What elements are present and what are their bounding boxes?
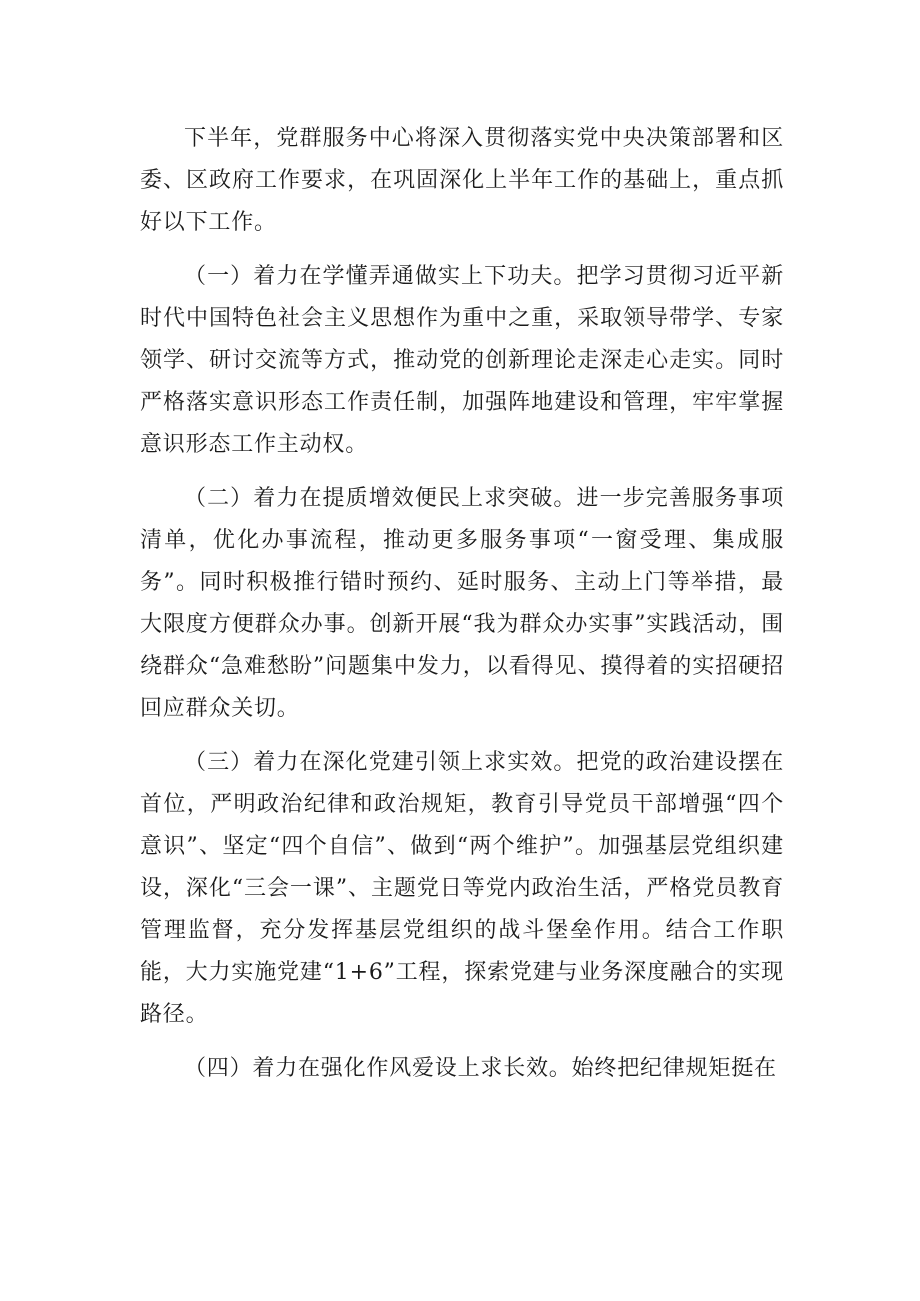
document-body bbox=[140, 118, 784, 1102]
section-three-paragraph: （三）着力在深化党建引领上求实效。把党的政治建设摆在首位，严明政治纪律和政治规矩，教育引导党员干部增强“四个意识”、坚定“四个自信”、做到“两个维护”。加强基层党组织建设，深化“三会一课”、主题党日等党内政治生活，严格党员教育管理监督，充分发挥基层党组织的战斗堡垒作用。结合工作职能，大力实施党建“1+6”工程，探索党建与业务深度融合的实现路径。 bbox=[140, 750, 784, 1027]
section-two-paragraph: （二）着力在提质增效便民上求突破。进一步完善服务事项清单，优化办事流程，推动更多服务事项“一窗受理、集成服务”。同时积极推行错时预约、延时服务、主动上门等举措，最大限度方便群众办事。创新开展“我为群众办实事”实践活动，围绕群众“急难愁盼”问题集中发力，以看得见、摸得着的实招硬招回应群众关切。 bbox=[140, 486, 784, 721]
section-four-paragraph: （四）着力在强化作风爱设上求长效。始终把纪律规矩挺在 bbox=[184, 1056, 777, 1081]
section-one-paragraph: （一）着力在学懂弄通做实上下功夫。把学习贯彻习近平新时代中国特色社会主义思想作为重中之重，采取领导带学、专家领学、研讨交流等方式，推动党的创新理论走深走心走实。同时严格落实意识形态工作责任制，加强阵地建设和管理，牢牢掌握意识形态工作主动权。 bbox=[140, 264, 784, 457]
intro-paragraph: 下半年，党群服务中心将深入贯彻落实党中央决策部署和区委、区政府工作要求，在巩固深化上半年工作的基础上，重点抓好以下工作。 bbox=[140, 126, 784, 235]
